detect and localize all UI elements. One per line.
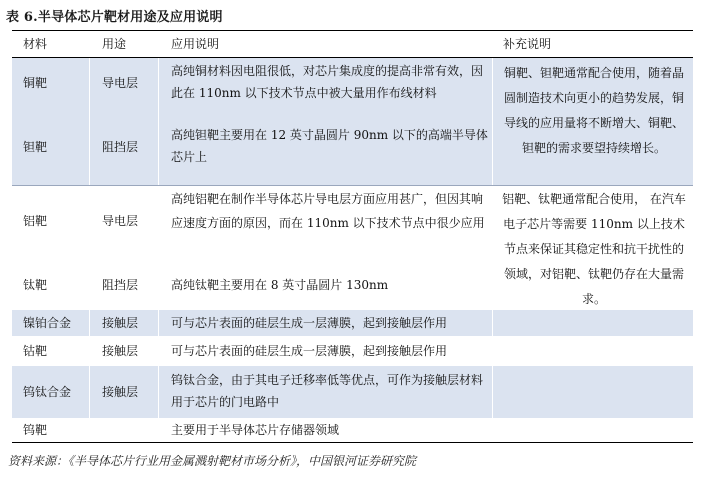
cell-application: 高纯钛靶主要用在 8 英寸晶圆片 130nm — [171, 278, 389, 292]
row-rule — [12, 185, 693, 186]
cell-material: 铜靶 — [23, 76, 48, 90]
header-rule — [12, 57, 693, 58]
header-usage: 用途 — [102, 37, 127, 51]
cell-application: 高纯铝靶在制作半导体芯片导电层方面应用甚广，但因其响应速度方面的原因，而在 110nm 以下技术节点中很少应用 — [171, 192, 485, 230]
cell-material: 镍铂合金 — [23, 316, 72, 330]
cell-material: 钽靶 — [23, 140, 48, 154]
materials-table — [12, 30, 693, 442]
col-divider — [89, 57, 90, 442]
cell-material: 钨靶 — [23, 423, 48, 437]
cell-usage: 导电层 — [102, 214, 139, 228]
cell-usage: 接触层 — [102, 385, 139, 399]
col-divider — [492, 57, 493, 442]
cell-material: 铝靶 — [23, 214, 48, 228]
cell-supplement: 铝靶、钛靶通常配合使用， 在汽车电子芯片等需要 110nm 以上技术节点来保证其稳定性和抗干扰性的领域，对铝靶、钛靶仍存在大量需求。 — [502, 192, 686, 306]
cell-usage: 接触层 — [102, 316, 139, 330]
header-application: 应用说明 — [171, 37, 220, 51]
table-title: 表 6.半导体芯片靶材用途及应用说明 — [6, 10, 223, 25]
cell-application: 可与芯片表面的硅层生成一层薄膜，起到接触层作用 — [171, 344, 448, 358]
header-material: 材料 — [23, 37, 48, 51]
cell-material: 钛靶 — [23, 278, 48, 292]
cell-usage: 阻挡层 — [102, 140, 139, 154]
cell-supplement: 铜靶、钽靶通常配合使用，随着晶圆制造技术向更小的趋势发展，铜导线的应用量将不断增大、铜靶、钽靶的需求要望持续增长。 — [503, 66, 684, 155]
cell-usage: 导电层 — [102, 76, 139, 90]
cell-application: 钨钛合金，由于其电子迁移率低等优点，可作为接触层材料用于芯片的门电路中 — [171, 373, 484, 409]
cell-application: 可与芯片表面的硅层生成一层薄膜，起到接触层作用 — [171, 316, 448, 330]
cell-application: 高纯钽靶主要用在 12 英寸晶圆片 90nm 以下的高端半导体芯片上 — [171, 128, 488, 164]
header-supplement: 补充说明 — [503, 37, 552, 51]
cell-application: 主要用于半导体芯片存储器领域 — [171, 423, 340, 437]
bottom-rule — [12, 442, 693, 443]
cell-application: 高纯铜材料因电阻很低，对芯片集成度的提高非常有效，因此在 110nm 以下技术节点中被大量用作布线材料 — [171, 64, 484, 100]
cell-usage: 接触层 — [102, 344, 139, 358]
col-divider — [158, 57, 159, 442]
source-note: 资料来源：《半导体芯片行业用金属溅射靶材市场分析》，中国银河证券研究院 — [8, 454, 417, 468]
cell-material: 钨钛合金 — [23, 385, 72, 399]
cell-usage: 阻挡层 — [102, 278, 139, 292]
top-rule — [12, 30, 693, 31]
cell-material: 钴靶 — [23, 344, 48, 358]
